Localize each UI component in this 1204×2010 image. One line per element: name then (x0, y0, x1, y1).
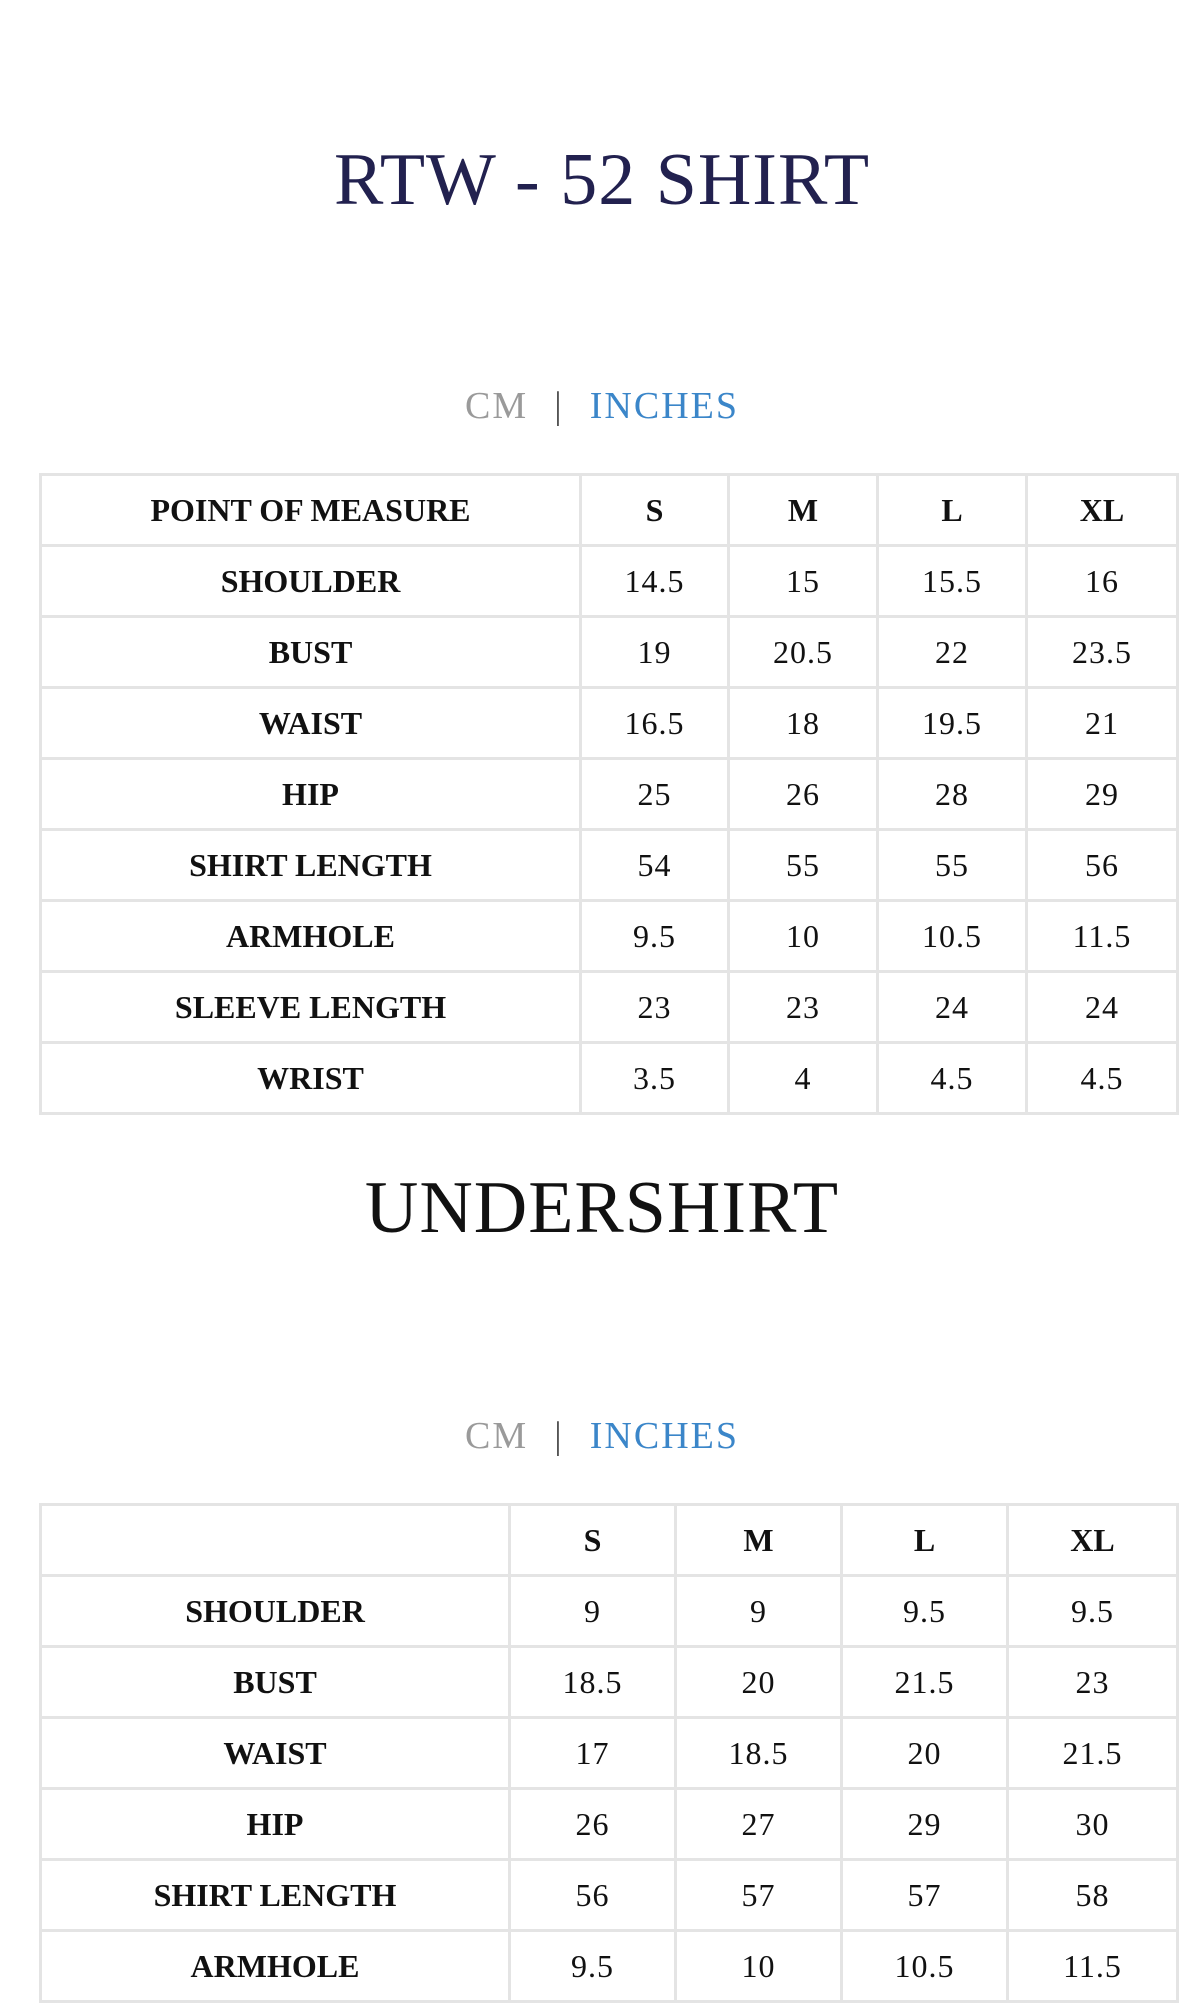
measure-value: 26 (510, 1789, 676, 1860)
header-cell: L (878, 475, 1027, 546)
measure-value: 54 (581, 830, 729, 901)
table-header-row (41, 475, 1178, 546)
header-cell: POINT OF MEASURE (41, 475, 581, 546)
measure-value: 9.5 (510, 1931, 676, 2002)
measure-label: SHIRT LENGTH (41, 1860, 510, 1931)
header-cell: XL (1027, 475, 1178, 546)
measure-label: SHOULDER (41, 1576, 510, 1647)
undershirt-size-table (39, 1503, 1179, 2003)
unit-toggle-shirt (0, 384, 1204, 428)
measure-label: BUST (41, 1647, 510, 1718)
measure-value: 9 (676, 1576, 842, 1647)
measure-label: WAIST (41, 688, 581, 759)
measure-value: 19 (581, 617, 729, 688)
table-row (41, 901, 1178, 972)
measure-label: BUST (41, 617, 581, 688)
measure-value: 23 (729, 972, 878, 1043)
measure-value: 15 (729, 546, 878, 617)
measure-value: 56 (1027, 830, 1178, 901)
header-cell: S (510, 1505, 676, 1576)
measure-label: HIP (41, 1789, 510, 1860)
table-row (41, 688, 1178, 759)
measure-label: ARMHOLE (41, 1931, 510, 2002)
measure-value: 27 (676, 1789, 842, 1860)
measure-label: ARMHOLE (41, 901, 581, 972)
measure-value: 4.5 (878, 1043, 1027, 1114)
page-title: RTW - 52 SHIRT (333, 139, 871, 221)
table-header-row (41, 1505, 1178, 1576)
measure-value: 55 (729, 830, 878, 901)
table-row (41, 830, 1178, 901)
measure-value: 20.5 (729, 617, 878, 688)
measure-value: 30 (1008, 1789, 1178, 1860)
measure-value: 21.5 (842, 1647, 1008, 1718)
measure-value: 57 (842, 1860, 1008, 1931)
measure-value: 9.5 (581, 901, 729, 972)
measure-value: 9.5 (1008, 1576, 1178, 1647)
measure-value: 18.5 (510, 1647, 676, 1718)
header-cell: M (676, 1505, 842, 1576)
measure-label: SLEEVE LENGTH (41, 972, 581, 1043)
measure-value: 57 (676, 1860, 842, 1931)
measure-label: SHIRT LENGTH (41, 830, 581, 901)
section-title-undershirt: UNDERSHIRT (364, 1167, 840, 1249)
unit-inches-button[interactable]: INCHES (589, 1415, 739, 1457)
measure-value: 29 (1027, 759, 1178, 830)
measure-value: 10.5 (842, 1931, 1008, 2002)
table-row (41, 1931, 1178, 2002)
table-row (41, 1789, 1178, 1860)
unit-cm-button[interactable]: CM (465, 385, 529, 427)
measure-value: 19.5 (878, 688, 1027, 759)
measure-value: 3.5 (581, 1043, 729, 1114)
measure-value: 25 (581, 759, 729, 830)
table-row (41, 759, 1178, 830)
table-row (41, 617, 1178, 688)
measure-value: 16 (1027, 546, 1178, 617)
table-row (41, 972, 1178, 1043)
measure-value: 21 (1027, 688, 1178, 759)
table-row (41, 1718, 1178, 1789)
measure-value: 14.5 (581, 546, 729, 617)
header-cell: M (729, 475, 878, 546)
table-row (41, 1647, 1178, 1718)
measure-value: 18.5 (676, 1718, 842, 1789)
measure-value: 17 (510, 1718, 676, 1789)
header-cell: S (581, 475, 729, 546)
header-cell: XL (1008, 1505, 1178, 1576)
measure-value: 55 (878, 830, 1027, 901)
measure-value: 20 (842, 1718, 1008, 1789)
header-cell (41, 1505, 510, 1576)
measure-value: 9 (510, 1576, 676, 1647)
measure-value: 10 (676, 1931, 842, 2002)
measure-value: 58 (1008, 1860, 1178, 1931)
measure-value: 15.5 (878, 546, 1027, 617)
measure-value: 20 (676, 1647, 842, 1718)
measure-value: 28 (878, 759, 1027, 830)
table-row (41, 1043, 1178, 1114)
measure-value: 23.5 (1027, 617, 1178, 688)
measure-value: 10.5 (878, 901, 1027, 972)
measure-value: 56 (510, 1860, 676, 1931)
measure-value: 10 (729, 901, 878, 972)
header-cell: L (842, 1505, 1008, 1576)
measure-label: WAIST (41, 1718, 510, 1789)
unit-separator: | (554, 385, 564, 427)
measure-value: 24 (1027, 972, 1178, 1043)
measure-value: 4.5 (1027, 1043, 1178, 1114)
measure-value: 23 (1008, 1647, 1178, 1718)
unit-inches-button[interactable]: INCHES (589, 385, 739, 427)
measure-label: SHOULDER (41, 546, 581, 617)
measure-value: 23 (581, 972, 729, 1043)
measure-value: 22 (878, 617, 1027, 688)
measure-value: 16.5 (581, 688, 729, 759)
table-row (41, 1576, 1178, 1647)
table-row (41, 1860, 1178, 1931)
unit-toggle-undershirt (0, 1414, 1204, 1458)
measure-value: 11.5 (1027, 901, 1178, 972)
measure-value: 29 (842, 1789, 1008, 1860)
measure-value: 24 (878, 972, 1027, 1043)
unit-separator: | (554, 1415, 564, 1457)
measure-value: 18 (729, 688, 878, 759)
measure-value: 11.5 (1008, 1931, 1178, 2002)
shirt-size-table (39, 473, 1179, 1115)
measure-value: 21.5 (1008, 1718, 1178, 1789)
unit-cm-button[interactable]: CM (465, 1415, 529, 1457)
table-row (41, 546, 1178, 617)
measure-value: 26 (729, 759, 878, 830)
measure-value: 9.5 (842, 1576, 1008, 1647)
measure-label: WRIST (41, 1043, 581, 1114)
measure-value: 4 (729, 1043, 878, 1114)
measure-label: HIP (41, 759, 581, 830)
